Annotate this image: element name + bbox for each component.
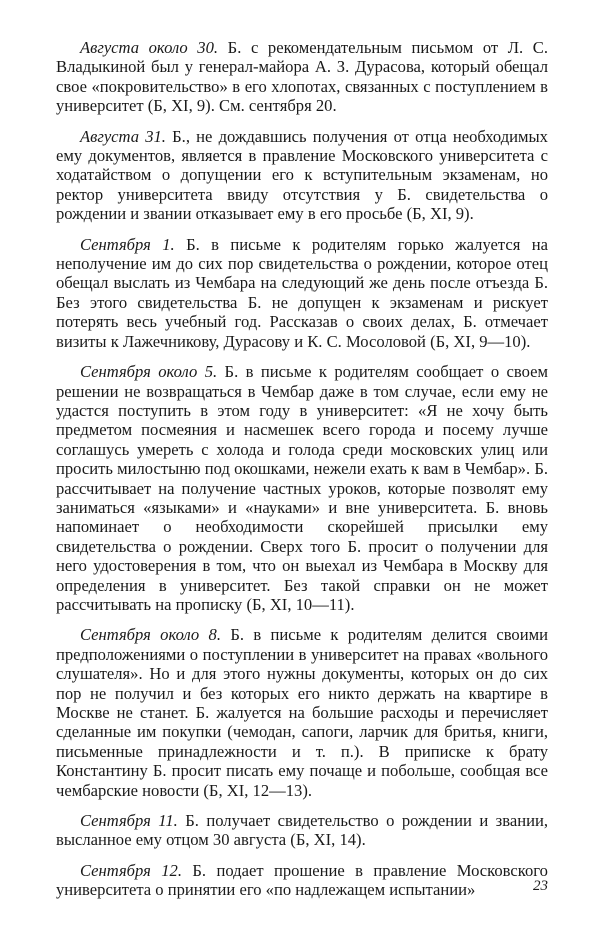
entry-date: Сентября 12. <box>80 860 182 880</box>
entry-date: Сентября около 8. <box>80 625 221 645</box>
entry-text: Б. получает свидетельство о рождении и звании, высланное ему отцом 30 августа (Б, XI, 14). <box>56 811 548 850</box>
entry-date: Сентября 1. <box>80 234 175 254</box>
entry-text: Б. в письме к родителям горько жалуется на неполучение им до сих пор свидетельства о рождении, которое отец обещал выслать из Чембара на следующий же день после отъезда Б. Без этого свидетельства Б. не допущен к экзаменам и рискует потерять весь учебный год. Рассказав о своих делах, Б. отмечает визиты к Лажечникову, Дурасову и К. С. Мосоловой (Б, XI, 9—10). <box>56 234 548 351</box>
entry-text: Б., не дождавшись получения от отца необходимых ему документов, является в правление Московского университета с ходатайством о допущении его к вступительным экзаменам, но ректор университета ввиду отсутствия у Б. свидетельства о рождении и звании отказывает ему в его просьбе (Б, XI, 9). <box>56 126 548 224</box>
chronicle-entry-sep-5 <box>56 362 548 614</box>
chronicle-entry-aug-30 <box>56 38 548 116</box>
entry-date: Сентября 11. <box>80 811 178 831</box>
page-number: 23 <box>533 878 548 894</box>
chronicle-entry-sep-8 <box>56 625 548 800</box>
chronicle-entry-sep-12 <box>56 861 548 900</box>
entry-date: Сентября около 5. <box>80 362 218 382</box>
entry-text: Б. в письме к родителям сообщает о своем решении не возвращаться в Чембар даже в том случае, если ему не удастся поступить в этом году в университет: «Я не хочу быть предметом посмеяния и насмешек всего города и посему лучше соглашусь умереть с холода и голода среди московских улиц или просить милостыню под окошками, нежели ехать к вам в Чембар». Б. рассчитывает на получение частных уроков, которые позволят ему заниматься «языками» и «науками» и вне университета. Б. вновь напоминает о необходимости скорейшей присылки ему свидетельства о рождении. Сверх того Б. просит о получении для него удостоверения в том, что он выехал из Чембара в Москву для определения в университет. Без такой справки он не может рассчитывать на прописку (Б, XI, 10—11). <box>56 362 548 614</box>
chronicle-entry-aug-31 <box>56 127 548 224</box>
entry-text: Б. в письме к родителям делится своими предположениями о поступлении в университет на правах «вольного слушателя». Но и для этого нужны документы, которых он до сих пор не получил и без которых его никто держать на квартире в Москве не станет. Б. жалуется на большие расходы и перечисляет сделанные им покупки (чемодан, сапоги, ларчик для бритья, книги, письменные принадлежности и т. п.). В приписке к брату Константину Б. просит писать ему почаще и побольше, сообщая все чембарские новости (Б, XI, 12—13). <box>56 625 548 800</box>
entry-text: Б. подает прошение в правление Московского университета о принятии его «по надлежащем испытании» <box>56 860 548 900</box>
entry-text: Б. с рекомендательным письмом от Л. С. Владыкиной был у генерал-майора А. З. Дурасова, который обещал свое «покровительство» в его хлопотах, связанных с поступлением в университет (Б, XI, 9). См. сентября 20. <box>56 38 548 116</box>
entry-date: Августа около 30. <box>80 38 219 57</box>
chronicle-entry-sep-1 <box>56 235 548 351</box>
page-body <box>56 38 548 911</box>
entry-date: Августа 31. <box>80 126 166 146</box>
chronicle-entry-sep-11 <box>56 811 548 850</box>
